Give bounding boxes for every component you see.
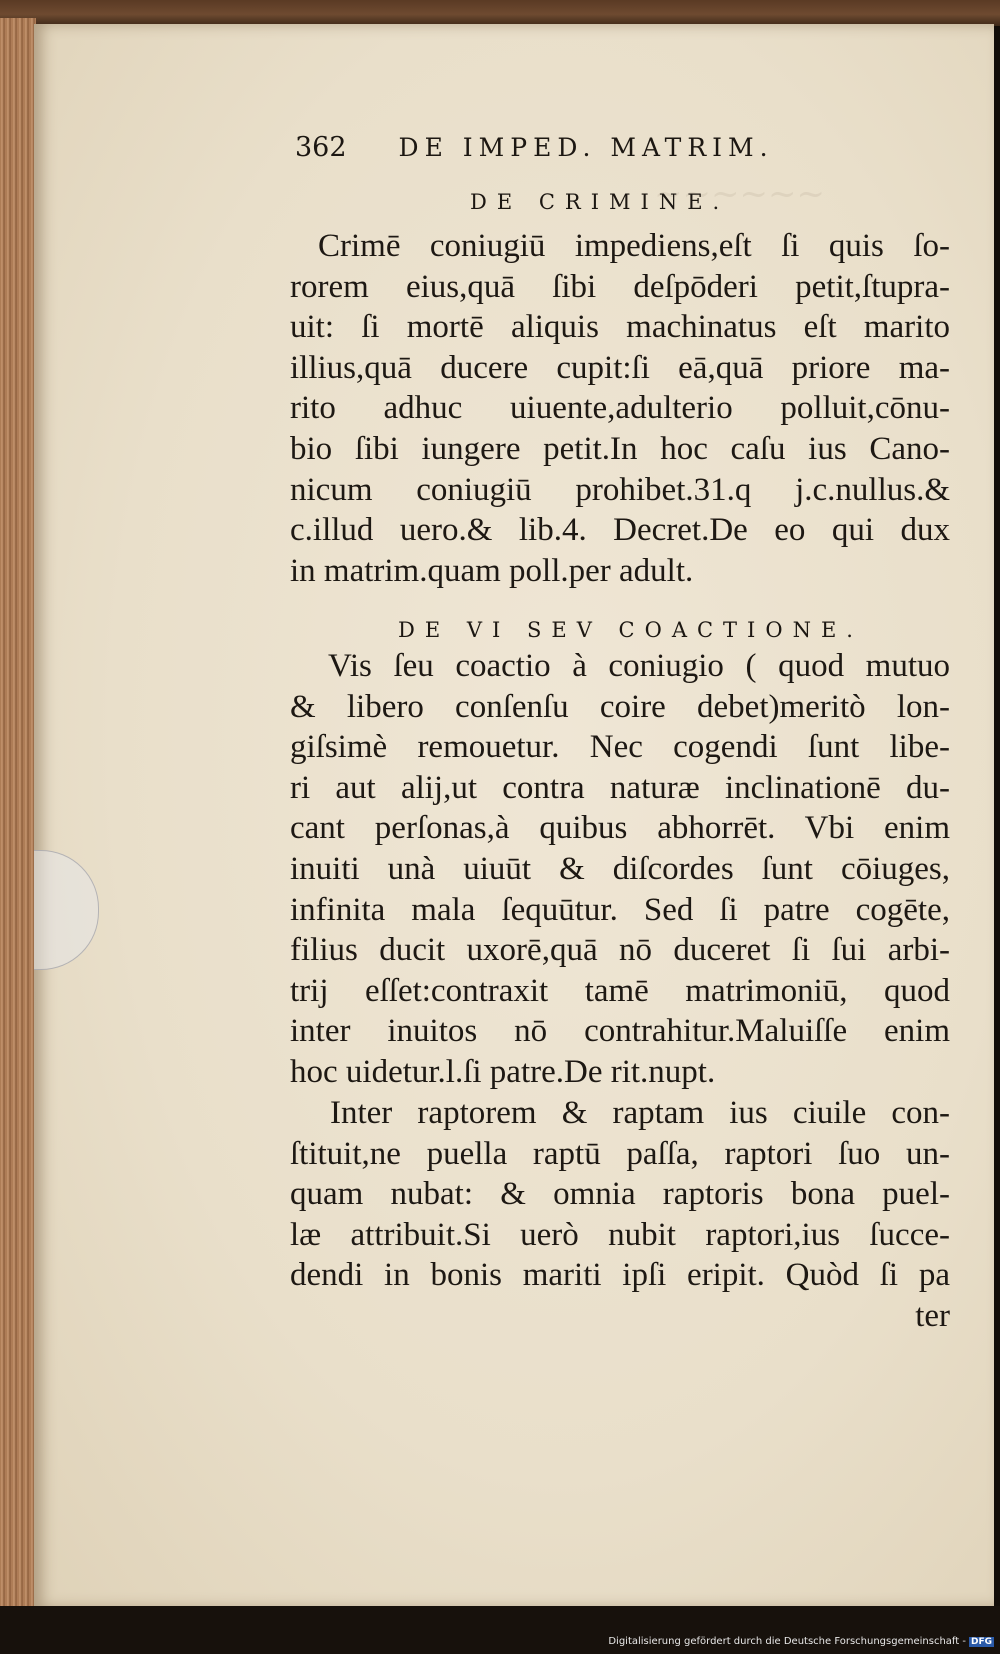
text-line: in matrim.quam poll.per adult. bbox=[290, 552, 694, 589]
text-line: c.illud uero.& lib.4. Decret.De eo qui dux bbox=[290, 512, 950, 549]
text-line: filius ducit uxorē,quā nō duceret ſi ſui arbi- bbox=[290, 932, 950, 969]
text-line: nicum coniugiū prohibet.31.q j.c.nullus.& bbox=[290, 471, 950, 508]
text-line: rorem eius,quā ſibi deſpōderi petit,ſtupra- bbox=[290, 268, 950, 305]
text-line: ſtituit,ne puella raptū paſſa, raptori ſuo un- bbox=[290, 1135, 950, 1172]
text-line: læ attribuit.Si uerò nubit raptori,ius ſucce- bbox=[290, 1216, 950, 1253]
text-line: quam nubat: & omnia raptoris bona puel- bbox=[290, 1176, 950, 1213]
running-title: DE IMPED. MATRIM. bbox=[398, 133, 774, 162]
page-clip-shadow bbox=[34, 850, 99, 970]
text-line: Crimē coniugiū impediens,eſt ſi quis ſo- bbox=[318, 228, 950, 264]
text-line: giſsimè remouetur. Nec cogendi ſunt libe- bbox=[290, 729, 950, 766]
text-line: trij eſſet:contraxit tamē matrimoniū, quod bbox=[290, 972, 950, 1009]
paragraph-raptor bbox=[290, 1093, 950, 1337]
catchword: ter bbox=[915, 1297, 950, 1334]
text-line: infinita mala ſequūtur. Sed ſi patre cogēte, bbox=[290, 891, 950, 928]
book-top-edge bbox=[0, 0, 1000, 26]
text-line: ri aut alij,ut contra naturæ inclinationē du- bbox=[290, 769, 950, 806]
text-line: inter inuitos nō contrahitur.Maluiſſe enim bbox=[290, 1013, 950, 1050]
section-heading-coactione: DE VI SEV COACTIONE. bbox=[398, 618, 863, 642]
section-heading-crimine: DE CRIMINE. bbox=[470, 190, 730, 214]
paragraph-coactione bbox=[290, 646, 950, 1093]
text-line: rito adhuc uiuente,adulterio polluit,cōnu- bbox=[290, 390, 950, 427]
text-line: bio ſibi iungere petit.In hoc caſu ius Cano- bbox=[290, 430, 950, 467]
credit-text: Digitalisierung gefördert durch die Deutsche Forschungsgemeinschaft - bbox=[608, 1636, 966, 1647]
running-head bbox=[295, 132, 855, 163]
text-line: uit: ſi mortē aliquis machinatus eſt marito bbox=[290, 309, 950, 346]
digitization-credit bbox=[608, 1636, 994, 1647]
text-line: hoc uidetur.l.ſi patre.De rit.nupt. bbox=[290, 1053, 716, 1090]
text-line: Vis ſeu coactio à coniugio ( quod mutuo bbox=[328, 648, 950, 684]
text-line: Inter raptorem & raptam ius ciuile con- bbox=[330, 1095, 950, 1131]
text-line: cant perſonas,à quibus abhorrēt. Vbi enim bbox=[290, 810, 950, 847]
dfg-logo: DFG bbox=[970, 1637, 992, 1647]
page-number: 362 bbox=[295, 132, 347, 163]
text-line: dendi in bonis mariti ipſi eripit. Quòd ſi pa bbox=[290, 1257, 950, 1294]
text-line: inuiti unà uiuūt & diſcordes ſunt cōiuges, bbox=[290, 850, 950, 887]
bleed-through-text: ~~~~~~ bbox=[654, 174, 825, 214]
text-line: & libero conſenſu coire debet)meritò lon- bbox=[290, 688, 950, 725]
text-line: illius,quā ducere cupit:ſi eā,quā priore ma- bbox=[290, 349, 950, 386]
book-page-edges bbox=[0, 18, 36, 1606]
paragraph-crimine bbox=[290, 226, 950, 591]
